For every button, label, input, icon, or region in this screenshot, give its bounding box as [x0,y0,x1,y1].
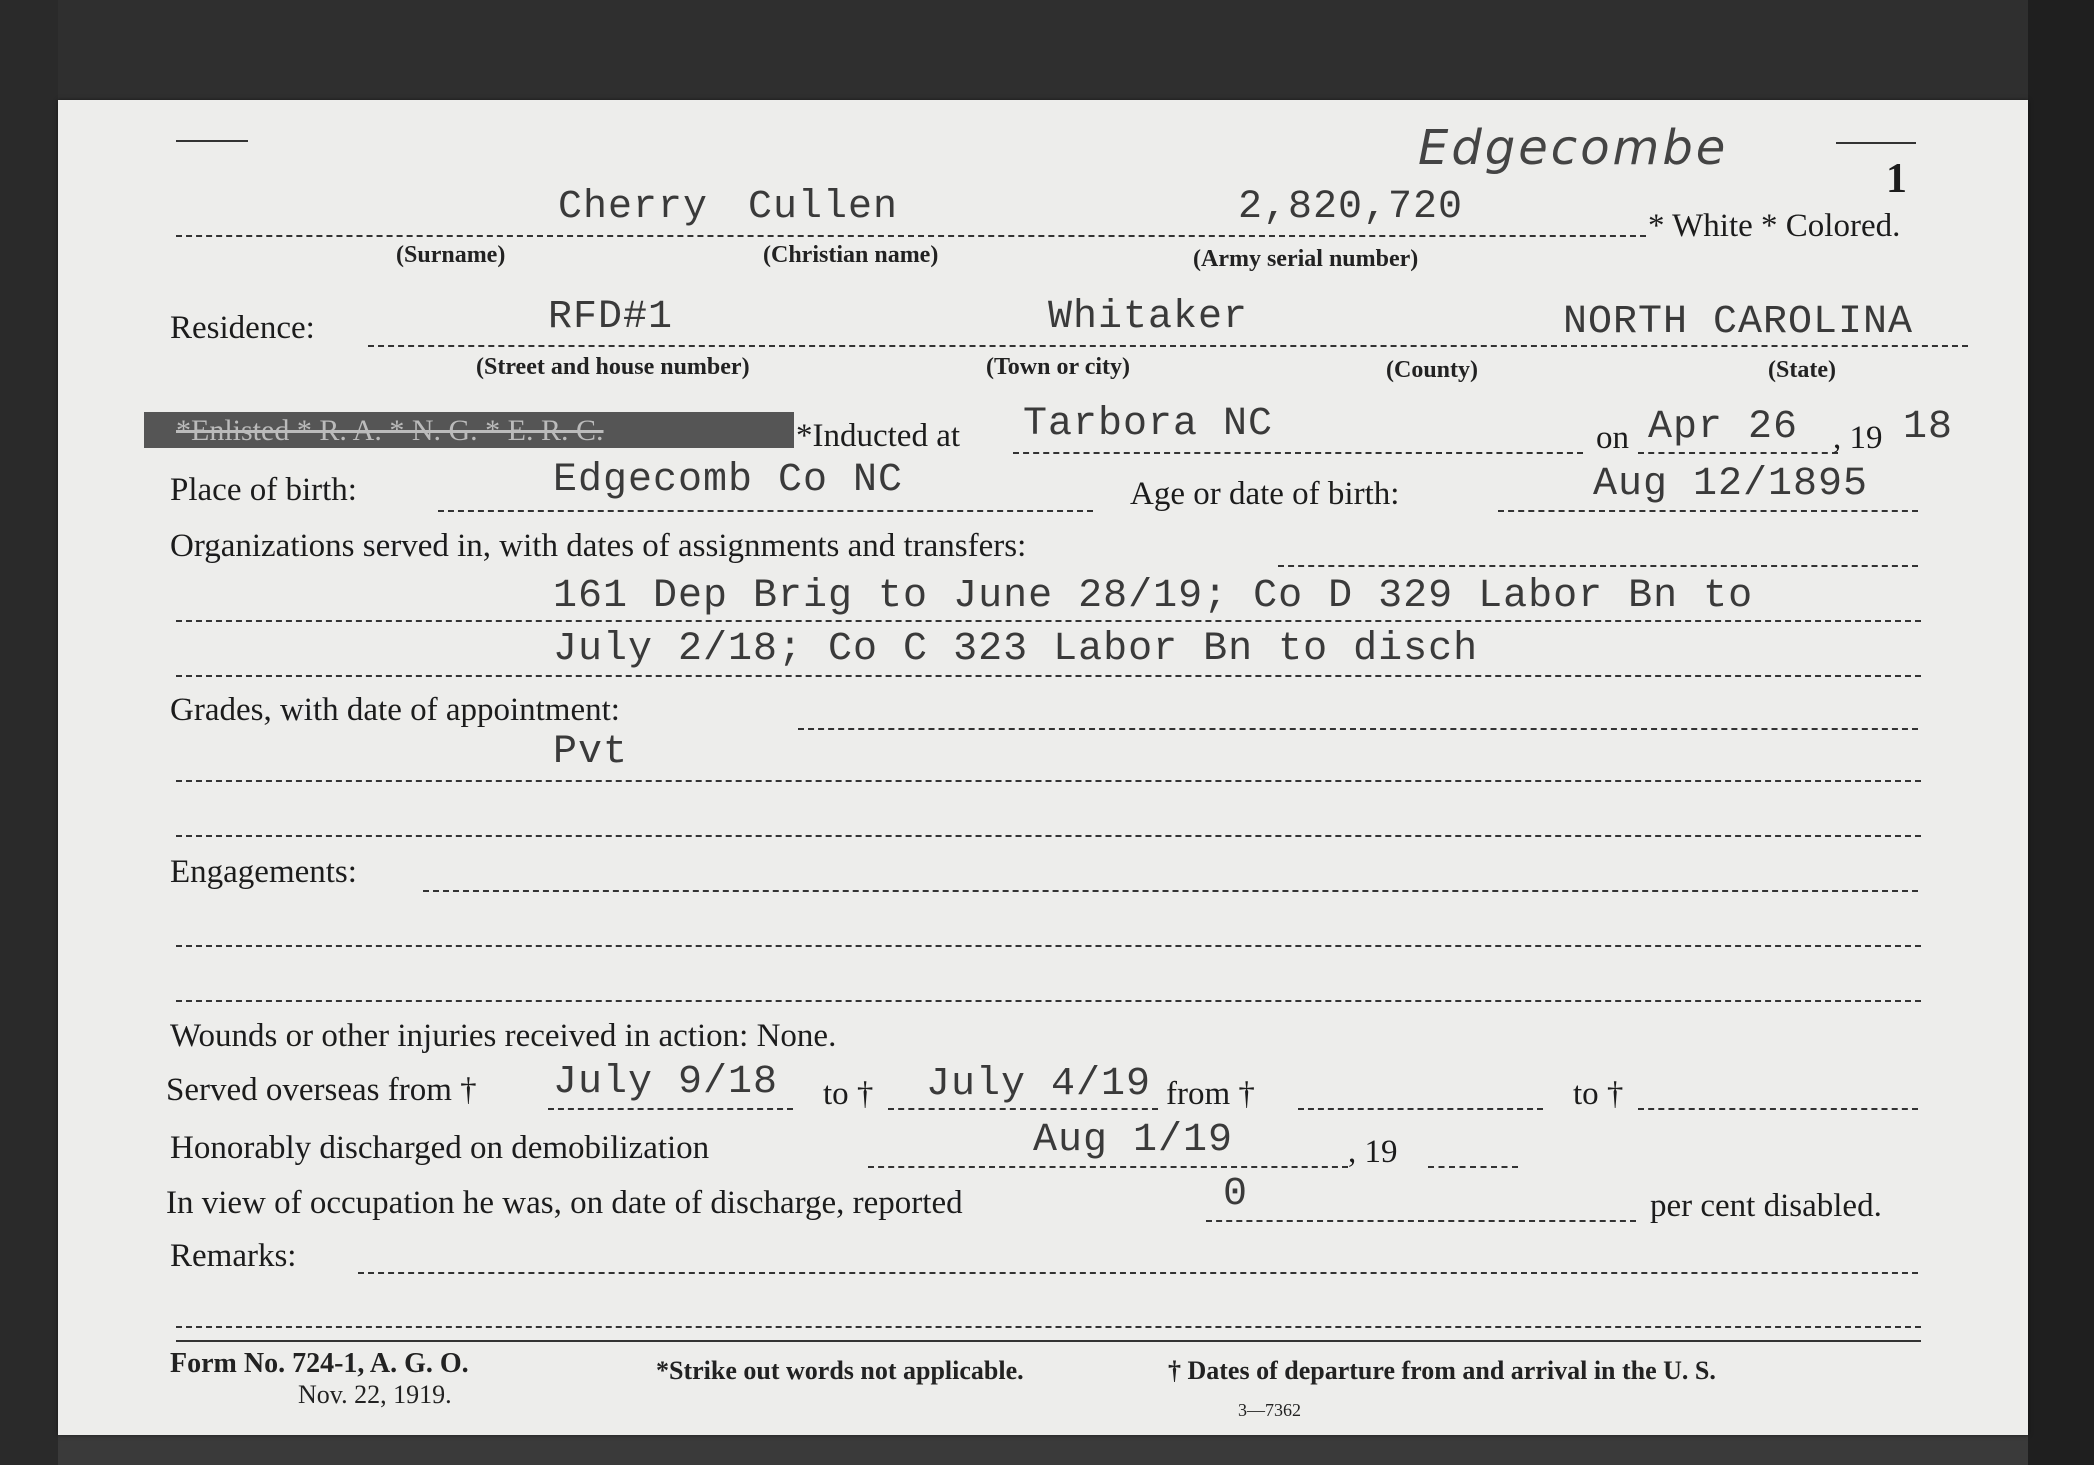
engagements-rule-2 [176,1000,1921,1002]
engagements-label: Engagements: [170,854,357,890]
remarks-rule-1 [176,1326,1921,1328]
overseas-from-line [548,1108,793,1110]
footnote-dates: † Dates of departure from and arrival in the U. S. [1168,1356,1716,1385]
surname-value: Cherry [558,185,709,230]
organizations-line-2: July 2/18; Co C 323 Labor Bn to disch [553,627,1479,672]
remarks-label: Remarks: [170,1238,297,1274]
label-county: (County) [1386,357,1479,383]
grades-rule-2 [176,835,1921,837]
name-line [176,235,1646,237]
organizations-line-0 [1278,565,1918,567]
form-number: Form No. 724-1, A. G. O. [170,1348,469,1379]
enlisted-label: *Enlisted * R. A. * N. G. * E. R. C. [176,414,604,447]
birth-date-line [1498,510,1918,512]
town-value: Whitaker [1048,295,1249,340]
scan-background-right [2028,0,2094,1465]
occupation-label: In view of occupation he was, on date of discharge, reported [166,1185,963,1221]
form-date: Nov. 22, 1919. [298,1380,452,1409]
grades-line-0 [798,728,1918,730]
overseas-to-value: July 4/19 [926,1062,1152,1107]
discharge-date-value: Aug 1/19 [1033,1118,1234,1163]
organizations-line-1: 161 Dep Brig to June 28/19; Co D 329 Labor Bn to [553,574,1754,619]
engagements-line-0 [423,890,1918,892]
overseas-label: Served overseas from † [166,1072,477,1108]
overseas-from-value: July 9/18 [553,1060,779,1105]
overseas-from-line-2 [1298,1108,1543,1110]
race-options: * White * Colored. [1648,208,1901,244]
scan-background-left [0,0,58,1465]
birth-place-line [438,510,1093,512]
disabled-label: per cent disabled. [1650,1188,1882,1224]
footnote-strike: *Strike out words not applicable. [656,1356,1024,1385]
percent-value: 0 [1223,1172,1249,1217]
discharge-label: Honorably discharged on demobilization [170,1130,710,1166]
overseas-from-label-2: from † [1166,1076,1255,1112]
overseas-to-line [888,1108,1158,1110]
street-value: RFD#1 [548,295,674,340]
label-state: (State) [1768,357,1836,383]
scan-background-top [0,0,2094,100]
overseas-to-label-2: to † [1573,1076,1624,1112]
top-right-rule [1836,142,1916,144]
inducted-at-value: Tarbora NC [1023,402,1274,447]
serial-number-value: 2,820,720 [1238,185,1464,230]
birth-place-value: Edgecomb Co NC [553,458,904,503]
footer-rule [176,1340,1921,1342]
organizations-rule-1 [176,620,1921,622]
organizations-rule-2 [176,675,1921,677]
service-record-card [58,100,2028,1435]
birth-date-label: Age or date of birth: [1130,476,1400,512]
print-code: 3—7362 [1238,1400,1301,1420]
inducted-label: *Inducted at [796,418,961,454]
residence-line [368,345,1968,347]
label-street: (Street and house number) [476,354,750,380]
birth-place-label: Place of birth: [170,472,357,508]
overseas-to-label: to † [823,1076,874,1112]
remarks-line-0 [358,1272,1918,1274]
residence-label: Residence: [170,310,315,346]
grades-rule-1 [176,780,1921,782]
discharge-year-line [1428,1166,1518,1168]
card-number: 1 [1886,156,1907,202]
christian-name-value: Cullen [748,185,899,230]
label-town: (Town or city) [986,354,1130,380]
discharge-year: , 19 [1348,1134,1398,1170]
inducted-line [1013,452,1583,454]
engagements-rule-1 [176,945,1921,947]
top-left-rule [176,140,248,142]
discharge-date-line [868,1166,1348,1168]
percent-line [1206,1220,1636,1222]
grade-value: Pvt [553,730,629,775]
label-surname: (Surname) [396,242,506,268]
on-label: on [1596,420,1629,456]
county-handwritten: Edgecombe [1418,120,1729,176]
label-christian-name: (Christian name) [763,242,939,268]
induction-year: 18 [1903,405,1954,450]
year-prefix: , 19 [1833,420,1883,456]
label-serial: (Army serial number) [1193,246,1419,272]
state-value: NORTH CAROLINA [1563,300,1914,345]
induction-date-line [1638,452,1838,454]
induction-date-value: Apr 26 [1648,405,1799,450]
grades-label: Grades, with date of appointment: [170,692,620,728]
overseas-to-line-2 [1638,1108,1918,1110]
birth-date-value: Aug 12/1895 [1593,462,1869,507]
wounds-label: Wounds or other injuries received in action: None. [170,1018,837,1054]
organizations-label: Organizations served in, with dates of assignments and transfers: [170,528,1027,564]
